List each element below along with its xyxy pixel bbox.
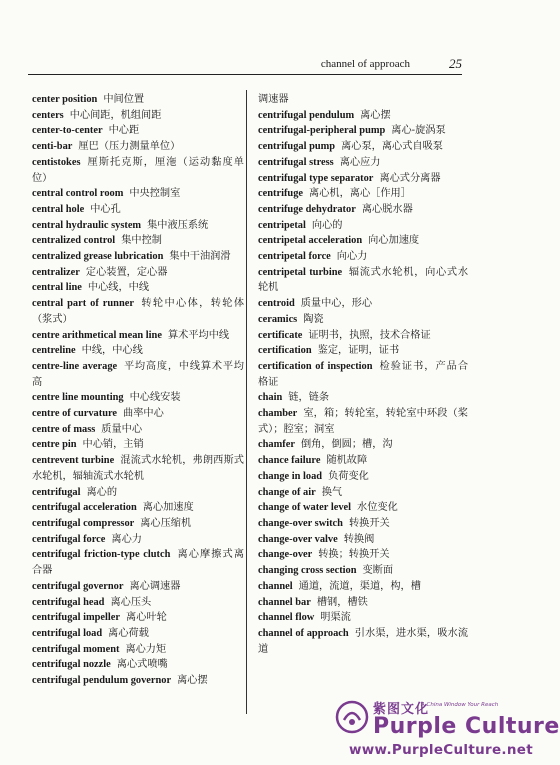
purple-culture-watermark xyxy=(335,690,560,765)
entry-definition: 中间位置 xyxy=(103,94,145,105)
entry-definition: 曲率中心 xyxy=(123,408,164,420)
dictionary-entry xyxy=(32,186,244,202)
dictionary-entry xyxy=(258,453,468,469)
entry-term: centre pin xyxy=(32,439,77,451)
entry-definition: 中心孔 xyxy=(90,203,121,215)
watermark-brand: Purple Culture xyxy=(373,714,560,739)
column-divider xyxy=(246,90,247,714)
entry-definition: 通道，流道，渠道，构，槽 xyxy=(298,580,421,592)
purple-culture-logo-icon xyxy=(335,700,369,734)
entry-definition: 离心压头 xyxy=(110,596,152,608)
entry-definition: 鉴定，证明，证书 xyxy=(317,345,400,357)
entry-term: centroid xyxy=(258,298,295,310)
entry-term: changing cross section xyxy=(258,565,357,577)
entry-definition: 中心线安装 xyxy=(129,392,181,404)
dictionary-entry xyxy=(258,265,468,296)
entry-definition: 室，箱；转轮室，转轮室中环段（桨式）；腔室；洞室 xyxy=(258,408,468,435)
entry-term: centrifugal friction-type clutch xyxy=(32,549,171,561)
entry-term: centripetal acceleration xyxy=(258,235,363,247)
dictionary-entry xyxy=(32,359,244,390)
entry-term: central line xyxy=(32,282,82,294)
entry-definition: 转轮中心体，转轮体（浆式） xyxy=(32,298,245,325)
entry-definition: 离心机，离心［作用］ xyxy=(309,188,411,200)
entry-definition: 证明书，执照，技术合格证 xyxy=(308,329,431,341)
dictionary-entry xyxy=(32,343,244,359)
entry-definition: 转换；转换开关 xyxy=(318,549,390,561)
entry-term: channel bar xyxy=(258,596,311,608)
watermark-url: www.PurpleCulture.net xyxy=(349,742,533,758)
dictionary-entry xyxy=(32,579,244,595)
entry-definition: 向心的 xyxy=(311,219,343,231)
entry-term: change of water level xyxy=(258,502,352,514)
entry-term: centre of curvature xyxy=(32,408,118,420)
entry-term: central hydraulic system xyxy=(32,219,142,231)
entry-term: chamber xyxy=(258,408,298,420)
entry-term: channel xyxy=(258,580,293,592)
entry-term: centralizer xyxy=(32,266,80,278)
entry-definition: 辐流式水轮机，向心式水轮机 xyxy=(258,266,469,294)
entry-definition: 离心压缩机 xyxy=(140,517,192,529)
entry-definition: 厘巴（压力测量单位） xyxy=(78,141,181,153)
dictionary-entry xyxy=(258,437,468,453)
entry-term: centrifugal impeller xyxy=(32,612,121,624)
entry-term: centrifugal pump xyxy=(258,141,336,153)
dictionary-entry xyxy=(32,453,244,484)
dictionary-entry xyxy=(32,265,244,281)
entry-definition: 平均高度，中线算术平均高 xyxy=(32,360,244,388)
dictionary-entry xyxy=(258,123,468,139)
entry-term: centrifuge dehydrator xyxy=(258,203,356,215)
dictionary-entry xyxy=(258,296,468,312)
entry-term: centreline xyxy=(32,345,76,357)
entry-term: centripetal force xyxy=(258,251,331,263)
entry-definition: 倒角，倒圆；槽，沟 xyxy=(300,439,393,451)
dictionary-entry xyxy=(258,92,468,108)
dictionary-entry xyxy=(258,563,468,579)
entry-term: centrifugal head xyxy=(32,596,105,608)
page-number: 25 xyxy=(449,56,462,71)
dictionary-entry xyxy=(32,673,244,689)
watermark-tagline: A China Window Your Reach xyxy=(421,702,499,708)
entry-term: certification xyxy=(258,345,312,357)
dictionary-entry xyxy=(32,516,244,532)
dictionary-entry xyxy=(258,343,468,359)
dictionary-entry xyxy=(32,422,244,438)
entry-term: centers xyxy=(32,109,64,121)
entry-term: certification of inspection xyxy=(258,360,373,372)
dictionary-entry xyxy=(32,547,244,578)
entry-term: centrifugal pendulum governor xyxy=(32,675,172,687)
entry-definition: 槽钢，槽铁 xyxy=(316,596,368,608)
entry-definition: 离心摆 xyxy=(177,675,208,687)
dictionary-entry xyxy=(258,390,468,406)
dictionary-entry xyxy=(258,171,468,187)
entry-definition: 向心加速度 xyxy=(368,235,420,247)
entry-definition: 离心荷载 xyxy=(108,627,149,639)
entry-term: change of air xyxy=(258,486,316,498)
entry-definition: 离心摩擦式离合器 xyxy=(32,549,245,577)
entry-definition: 转换开关 xyxy=(348,517,390,529)
entry-definition: 算术平均中线 xyxy=(167,329,230,341)
entry-term: channel of approach xyxy=(258,627,349,639)
entry-term: centrifugal-peripheral pump xyxy=(258,125,386,137)
entry-term: change-over valve xyxy=(258,533,338,545)
dictionary-entry xyxy=(258,328,468,344)
dictionary-entry xyxy=(32,249,244,265)
entry-definition: 中心间距，机组间距 xyxy=(69,109,162,121)
running-head: channel of approach xyxy=(320,58,410,70)
entry-definition: 集中干油润滑 xyxy=(169,251,231,263)
entry-definition: 定心装置，定心器 xyxy=(85,266,168,278)
dictionary-entry xyxy=(32,280,244,296)
entry-term: centistokes xyxy=(32,156,81,168)
entry-definition: 变断面 xyxy=(362,565,394,577)
entry-term: centrifugal load xyxy=(32,627,103,639)
entry-definition: 离心力矩 xyxy=(125,643,167,655)
entry-term: centrifugal stress xyxy=(258,156,334,168)
dictionary-entry xyxy=(32,437,244,453)
entry-term: centrifugal compressor xyxy=(32,517,135,529)
dictionary-entry xyxy=(32,500,244,516)
entry-definition: 离心摆 xyxy=(360,109,391,121)
dictionary-entry xyxy=(32,328,244,344)
dictionary-entry xyxy=(258,155,468,171)
dictionary-entry xyxy=(258,108,468,124)
dictionary-entry xyxy=(32,485,244,501)
entry-term: centripetal xyxy=(258,219,306,231)
entry-term: centrifugal moment xyxy=(32,643,120,655)
dictionary-entry xyxy=(258,202,468,218)
dictionary-entry xyxy=(32,642,244,658)
entry-term: centre arithmetical mean line xyxy=(32,329,162,341)
dictionary-entry xyxy=(258,218,468,234)
entry-term: certificate xyxy=(258,329,303,341)
entry-definition: 离心应力 xyxy=(339,156,381,168)
entry-definition: 中央控制室 xyxy=(129,188,181,200)
entry-term: centrifugal force xyxy=(32,533,106,545)
dictionary-entry xyxy=(32,139,244,155)
entry-definition: 链，链条 xyxy=(288,392,330,404)
entry-term: centrifugal pendulum xyxy=(258,109,355,121)
dictionary-entry xyxy=(258,532,468,548)
dictionary-entry xyxy=(258,610,468,626)
entry-term: centralized grease lubrication xyxy=(32,251,164,263)
dictionary-entry xyxy=(32,657,244,673)
entry-term: chance failure xyxy=(258,455,321,467)
dictionary-entry xyxy=(32,626,244,642)
entry-definition: 离心-旋涡泵 xyxy=(391,125,446,137)
dictionary-entry xyxy=(32,92,244,108)
dictionary-entry xyxy=(258,579,468,595)
entry-term: centralized control xyxy=(32,235,116,247)
entry-term: centrevent turbine xyxy=(32,455,115,467)
entry-term: centripetal turbine xyxy=(258,266,343,278)
entry-term: channel flow xyxy=(258,612,315,624)
dictionary-entry xyxy=(258,595,468,611)
entry-definition: 离心泵，离心式自吸泵 xyxy=(341,141,443,153)
entry-term: chain xyxy=(258,392,283,404)
entry-definition: 向心力 xyxy=(336,251,368,263)
entry-definition: 中心线，中线 xyxy=(87,282,150,294)
dictionary-entry xyxy=(32,155,244,186)
entry-definition: 集中液压系统 xyxy=(147,219,209,231)
dictionary-entry xyxy=(258,359,468,390)
running-header xyxy=(28,54,462,75)
entry-definition: 集中控制 xyxy=(121,235,162,247)
entry-definition: 中线，中心线 xyxy=(81,345,143,357)
entry-definition: 离心调速器 xyxy=(129,580,181,592)
entry-definition: 质量中心 xyxy=(101,423,143,435)
dictionary-entry xyxy=(32,390,244,406)
dictionary-entry xyxy=(32,202,244,218)
dictionary-entry xyxy=(258,547,468,563)
dictionary-entry xyxy=(258,626,468,657)
entry-term: change-over xyxy=(258,549,313,561)
entry-definition: 随机故障 xyxy=(326,455,368,467)
entry-definition: 陶瓷 xyxy=(303,313,324,325)
dictionary-entry xyxy=(32,532,244,548)
entry-term: central control room xyxy=(32,188,124,200)
entry-term: centrifugal xyxy=(32,486,81,498)
dictionary-entry xyxy=(258,516,468,532)
dictionary-entry xyxy=(258,233,468,249)
dictionary-entry xyxy=(258,500,468,516)
entry-definition: 转换阀 xyxy=(343,533,375,545)
entry-term: chamfer xyxy=(258,439,295,451)
entry-definition: 明渠流 xyxy=(320,612,351,624)
entry-definition: 中心距 xyxy=(108,125,140,137)
dictionary-entry xyxy=(32,595,244,611)
dictionary-entry xyxy=(32,610,244,626)
entry-term: centre of mass xyxy=(32,423,96,435)
dictionary-entry xyxy=(32,296,244,327)
entry-term: change in load xyxy=(258,470,323,482)
dictionary-entry xyxy=(32,123,244,139)
entry-term: centrifugal nozzle xyxy=(32,659,111,671)
entry-definition: 中心销，主销 xyxy=(82,439,144,451)
watermark-chinese: 紫图文化 xyxy=(373,702,430,717)
dictionary-entry xyxy=(258,312,468,328)
dictionary-entry xyxy=(258,406,468,437)
entry-term: central hole xyxy=(32,203,85,215)
entry-definition: 水位变化 xyxy=(357,502,398,514)
right-column xyxy=(258,92,468,657)
entry-definition: 质量中心，形心 xyxy=(300,298,373,310)
dictionary-entry xyxy=(258,186,468,202)
entry-term: centi-bar xyxy=(32,141,73,153)
dictionary-entry xyxy=(258,485,468,501)
entry-definition: 离心式分离器 xyxy=(379,172,441,184)
entry-definition: 离心的 xyxy=(86,486,118,498)
entry-term: centrifugal acceleration xyxy=(32,502,137,514)
entry-definition: 离心叶轮 xyxy=(126,612,167,624)
entry-definition: 换气 xyxy=(321,486,343,498)
dictionary-entry xyxy=(258,139,468,155)
entry-term: centre line mounting xyxy=(32,392,124,404)
entry-definition: 调速器 xyxy=(258,94,289,105)
entry-definition: 检验证书，产品合格证 xyxy=(258,360,469,388)
entry-term: center-to-center xyxy=(32,125,103,137)
dictionary-entry xyxy=(32,406,244,422)
entry-definition: 离心加速度 xyxy=(142,502,194,514)
entry-term: centrifugal governor xyxy=(32,580,124,592)
entry-term: central part of runner xyxy=(32,298,134,310)
entry-term: centre-line average xyxy=(32,360,118,372)
entry-definition: 离心式喷嘴 xyxy=(116,659,168,671)
dictionary-entry xyxy=(32,218,244,234)
entry-term: change-over switch xyxy=(258,517,343,529)
entry-term: center position xyxy=(32,94,98,105)
entry-term: centrifugal type separator xyxy=(258,172,374,184)
dictionary-entry xyxy=(32,108,244,124)
entry-definition: 离心脱水器 xyxy=(361,203,413,215)
left-column xyxy=(32,92,244,689)
dictionary-entry xyxy=(258,469,468,485)
entry-definition: 负荷变化 xyxy=(328,470,369,482)
entry-definition: 混流式水轮机，弗朗西斯式水轮机，辐轴流式水轮机 xyxy=(32,455,244,482)
entry-definition: 引水渠，进水渠，吸水流道 xyxy=(258,627,469,655)
entry-definition: 离心力 xyxy=(111,533,142,545)
dictionary-entry xyxy=(258,249,468,265)
entry-definition: 厘斯托克斯，厘沲（运动黏度单位） xyxy=(32,156,244,184)
dictionary-entry xyxy=(32,233,244,249)
entry-term: centrifuge xyxy=(258,188,304,200)
entry-term: ceramics xyxy=(258,313,298,325)
